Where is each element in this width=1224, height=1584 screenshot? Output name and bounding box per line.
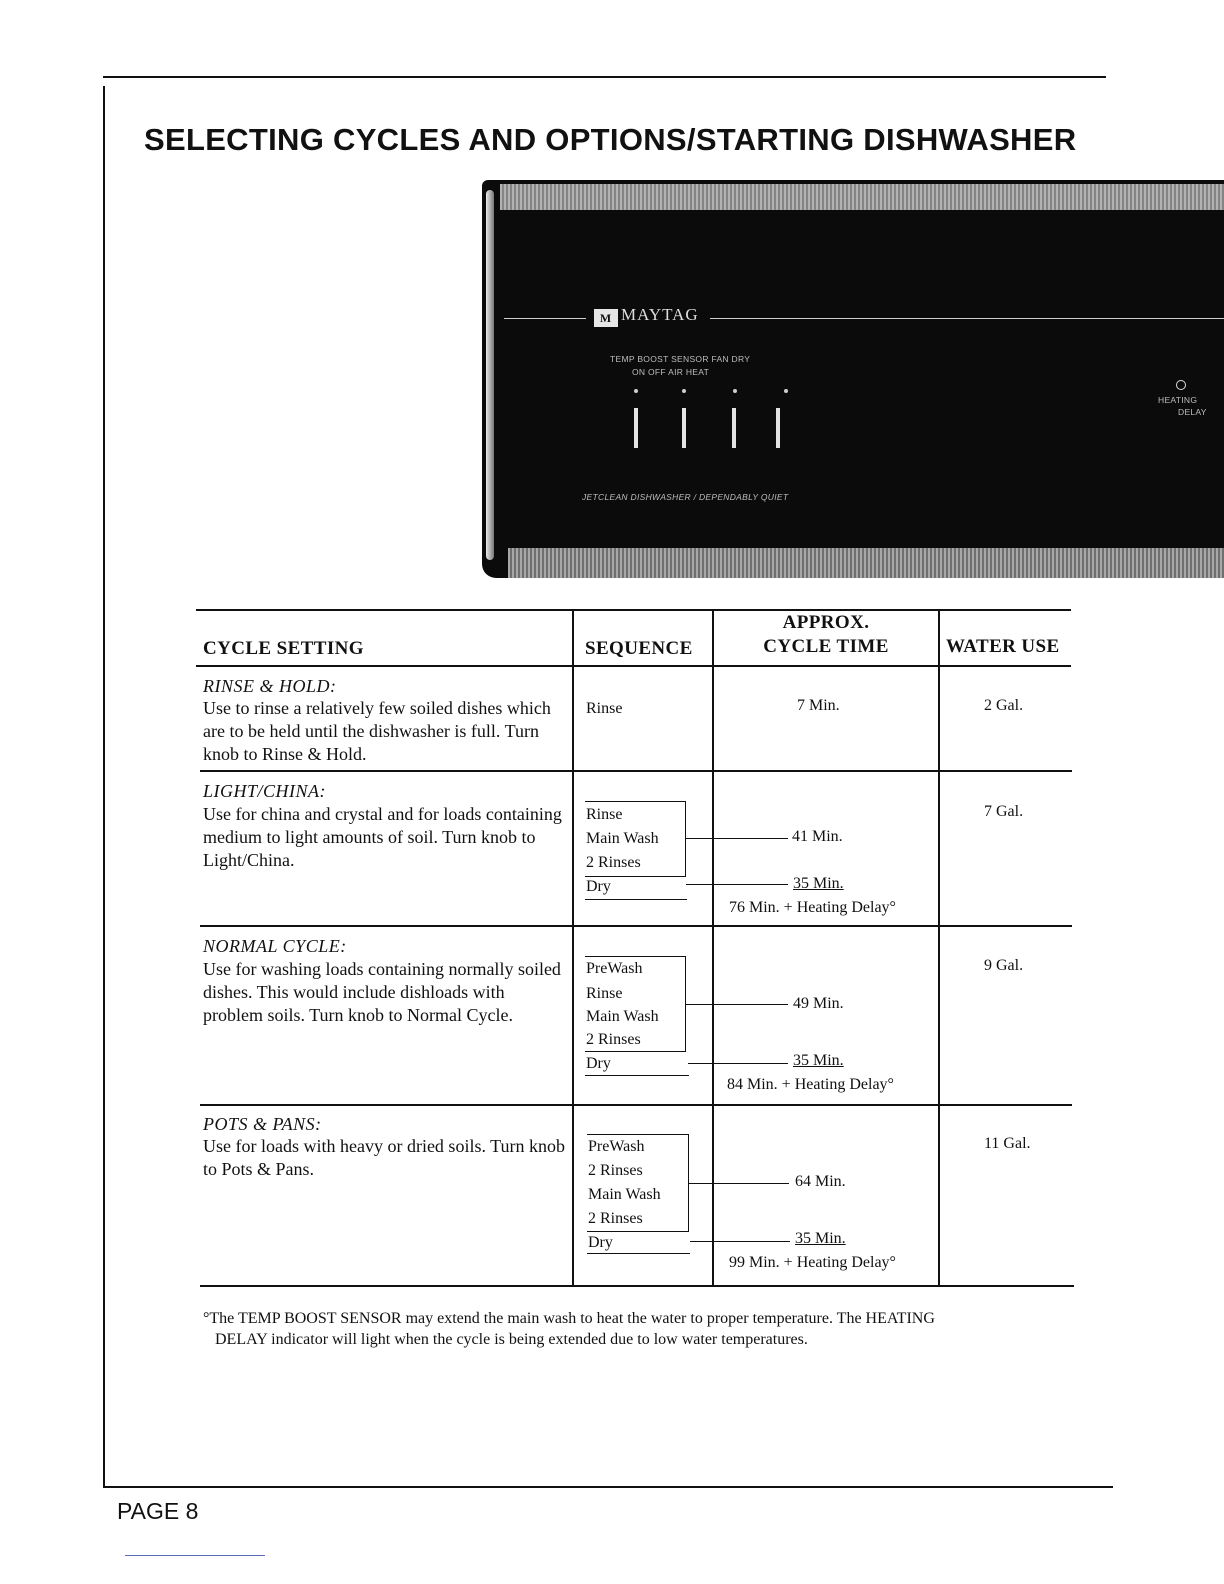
- row2-dry-leader: [686, 884, 788, 885]
- panel-rule-right: [710, 318, 1224, 319]
- fan-dry-air-switch[interactable]: [732, 408, 736, 448]
- control-panel-image: [482, 180, 1224, 578]
- panel-top-strip: [500, 184, 1224, 210]
- panel-edge: [486, 190, 494, 560]
- header-water-use: WATER USE: [946, 636, 1060, 657]
- row4-sequence-step-5: Dry: [588, 1234, 613, 1251]
- maytag-logo: [594, 305, 699, 327]
- row2-sequence-step-4: Dry: [586, 878, 611, 895]
- row1-description: Use to rinse a relatively few soiled dishes which are to be held until the dishwasher is full. Turn knob to Rinse & Hold.: [203, 698, 551, 764]
- heating-label: HEATING: [1158, 395, 1198, 405]
- row1-sequence-step: Rinse: [586, 700, 623, 717]
- row1-cycle-name: RINSE & HOLD:: [203, 676, 337, 696]
- header-approx: APPROX.: [782, 612, 870, 633]
- row-divider-1: [200, 770, 1072, 772]
- maytag-brand-text: MAYTAG: [621, 305, 699, 324]
- row3-sequence-step-1: PreWash: [586, 960, 643, 977]
- footnote-line-1: °The TEMP BOOST SENSOR may extend the main wash to heat the water to proper temperature. The HEATING: [203, 1310, 935, 1327]
- page-frame-left: [103, 86, 105, 1488]
- temp-boost-off-led: [682, 389, 686, 393]
- row3-dry-time: 35 Min.: [793, 1052, 844, 1069]
- row2-dry-underline: [585, 899, 687, 900]
- row3-sequence-step-4: 2 Rinses: [586, 1031, 641, 1048]
- panel-tagline: JETCLEAN DISHWASHER / DEPENDABLY QUIET: [582, 492, 789, 502]
- temp-boost-on-led: [634, 389, 638, 393]
- row3-wash-leader: [686, 1004, 788, 1005]
- header-sequence: SEQUENCE: [585, 638, 693, 659]
- panel-labels-bottom: ON OFF AIR HEAT: [632, 367, 710, 377]
- row3-cycle-name: NORMAL CYCLE:: [203, 936, 347, 956]
- row3-total-time: 84 Min. + Heating Delay°: [727, 1076, 894, 1093]
- row4-dry-leader: [690, 1241, 790, 1242]
- page-title: SELECTING CYCLES AND OPTIONS/STARTING DISHWASHER: [144, 122, 1077, 157]
- row4-wash-time: 64 Min.: [795, 1173, 846, 1190]
- row2-sequence-step-3: 2 Rinses: [586, 854, 641, 871]
- fan-dry-heat-led: [784, 389, 788, 393]
- page-number: PAGE 8: [117, 1498, 199, 1524]
- row2-description: Use for china and crystal and for loads containing medium to light amounts of soil. Turn knob to Light/China.: [203, 804, 562, 870]
- row2-wash-leader: [686, 838, 788, 839]
- row4-total-time: 99 Min. + Heating Delay°: [729, 1254, 896, 1271]
- row2-sequence-step-1: Rinse: [586, 806, 623, 823]
- row1-water-use: 2 Gal.: [984, 697, 1024, 714]
- delay-label: DELAY: [1178, 407, 1207, 417]
- header-cycle-time: CYCLE TIME: [763, 636, 889, 657]
- row1-cycle-time: 7 Min.: [797, 697, 840, 714]
- table-bottom-rule: [200, 1285, 1074, 1287]
- row2-cycle-name: LIGHT/CHINA:: [203, 781, 327, 801]
- row4-sequence-step-4: 2 Rinses: [588, 1210, 643, 1227]
- row4-cycle-name: POTS & PANS:: [203, 1114, 322, 1134]
- maytag-logo-mark: M: [594, 309, 618, 327]
- row4-wash-leader: [689, 1183, 789, 1184]
- col-divider-water: [938, 609, 940, 1286]
- panel-bottom-strip: [508, 548, 1224, 578]
- temp-boost-off-switch[interactable]: [682, 408, 686, 448]
- row3-description: Use for washing loads containing normally soiled dishes. This would include dishloads with problem soils. Turn knob to Normal Cycle.: [203, 959, 561, 1025]
- footnote: [203, 1308, 1073, 1350]
- row2-wash-time: 41 Min.: [792, 828, 843, 845]
- col-divider-sequence: [572, 609, 574, 1286]
- row4-sequence-step-2: 2 Rinses: [588, 1162, 643, 1179]
- row3-sequence-step-5: Dry: [586, 1055, 611, 1072]
- page-frame-bottom: [103, 1486, 1113, 1488]
- row2-water-use: 7 Gal.: [984, 803, 1024, 820]
- row3-sequence-step-2: Rinse: [586, 985, 623, 1002]
- temp-boost-on-switch[interactable]: [634, 408, 638, 448]
- row3-dry-leader: [688, 1063, 788, 1064]
- row3-wash-time: 49 Min.: [793, 995, 844, 1012]
- panel-labels-top: TEMP BOOST SENSOR FAN DRY: [610, 354, 751, 364]
- row4-sequence-step-3: Main Wash: [588, 1186, 661, 1203]
- header-cycle-setting: CYCLE SETTING: [203, 638, 364, 659]
- row2-total-time: 76 Min. + Heating Delay°: [729, 899, 896, 916]
- bottom-mark: [125, 1555, 265, 1556]
- footnote-line-2: DELAY indicator will light when the cycle is being extended due to low water temperatures.: [215, 1331, 808, 1348]
- panel-rule-left: [504, 318, 586, 319]
- row2-sequence-step-2: Main Wash: [586, 830, 659, 847]
- row4-water-use: 11 Gal.: [984, 1135, 1031, 1152]
- fan-dry-heat-switch[interactable]: [776, 408, 780, 448]
- row-divider-2: [200, 925, 1072, 927]
- heating-delay-indicator: [1176, 380, 1186, 390]
- row4-description: Use for loads with heavy or dried soils. Turn knob to Pots & Pans.: [203, 1136, 565, 1179]
- row3-water-use: 9 Gal.: [984, 957, 1024, 974]
- row2-dry-time: 35 Min.: [793, 875, 844, 892]
- page-frame-top: [103, 76, 1106, 78]
- row3-sequence-step-3: Main Wash: [586, 1008, 659, 1025]
- col-divider-time: [712, 609, 714, 1286]
- row4-dry-time: 35 Min.: [795, 1230, 846, 1247]
- row-divider-3: [200, 1104, 1072, 1106]
- fan-dry-air-led: [733, 389, 737, 393]
- row4-sequence-step-1: PreWash: [588, 1138, 645, 1155]
